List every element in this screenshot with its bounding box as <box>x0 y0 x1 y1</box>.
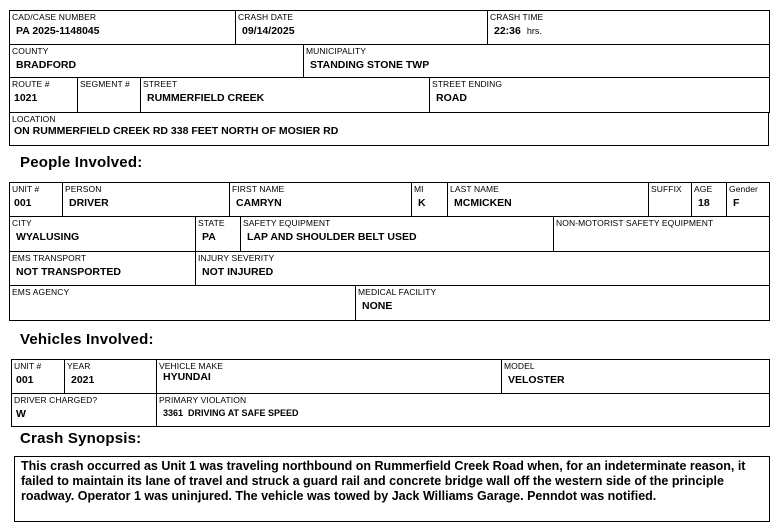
driver-charged-cell <box>12 394 157 427</box>
street-value: RUMMERFIELD CREEK <box>147 92 265 104</box>
street-ending-value: ROAD <box>436 92 467 104</box>
county-value: BRADFORD <box>16 59 77 71</box>
crash-time: 22:36 <box>494 25 521 37</box>
first-name-value: CAMRYN <box>236 197 282 209</box>
municipality-cell <box>304 45 770 78</box>
unit-value: 001 <box>14 197 32 209</box>
mi-label: MI <box>414 184 424 194</box>
violation-text: DRIVING AT SAFE SPEED <box>188 408 299 418</box>
first-name-cell <box>230 183 412 217</box>
ems-agency-cell <box>10 286 356 321</box>
vehicle-year-label: YEAR <box>67 361 91 371</box>
segment-cell <box>78 78 141 113</box>
crash-date-value: 09/14/2025 <box>242 25 295 37</box>
primary-violation-value <box>157 405 769 419</box>
violation-code: 3361 <box>163 408 184 418</box>
suffix-value <box>649 194 691 197</box>
segment-label: SEGMENT # <box>80 79 130 89</box>
non-motorist-safety-cell <box>554 217 770 252</box>
driver-charged-value: W <box>16 408 26 420</box>
street-cell <box>141 78 430 113</box>
vehicle-model-value: VELOSTER <box>508 374 565 386</box>
gender-label: Gender <box>729 184 758 194</box>
person-name-table <box>9 182 770 217</box>
last-name-label: LAST NAME <box>450 184 499 194</box>
injury-severity-label: INJURY SEVERITY <box>198 253 275 263</box>
suffix-label: SUFFIX <box>651 184 682 194</box>
route-cell <box>10 78 78 113</box>
route-value: 1021 <box>14 92 38 104</box>
vehicle-year-cell <box>65 360 157 394</box>
age-cell <box>692 183 727 217</box>
vehicle-unit-cell <box>12 360 65 394</box>
gender-value: F <box>733 197 740 209</box>
primary-violation-cell <box>157 394 770 427</box>
ems-transport-cell <box>10 252 196 286</box>
location-value: ON RUMMERFIELD CREEK RD 338 FEET NORTH OF MOSIER RD <box>14 125 339 137</box>
municipality-value: STANDING STONE TWP <box>310 59 430 71</box>
vehicle-model-label: MODEL <box>504 361 535 371</box>
city-label: CITY <box>12 218 32 228</box>
street-ending-label: STREET ENDING <box>432 79 503 89</box>
first-name-label: FIRST NAME <box>232 184 285 194</box>
people-heading: People Involved: <box>20 154 143 171</box>
last-name-cell <box>448 183 649 217</box>
ems-transport-value: NOT TRANSPORTED <box>16 266 121 278</box>
county-label: COUNTY <box>12 46 49 56</box>
municipality-label: MUNICIPALITY <box>306 46 367 56</box>
cad-case-label: CAD/CASE NUMBER <box>12 12 97 22</box>
county-cell <box>10 45 304 78</box>
age-label: AGE <box>694 184 713 194</box>
crash-time-label: CRASH TIME <box>490 12 544 22</box>
gender-cell <box>727 183 770 217</box>
ems-agency-value <box>10 297 355 300</box>
primary-violation-label: PRIMARY VIOLATION <box>159 395 247 405</box>
synopsis-heading: Crash Synopsis: <box>20 430 142 447</box>
cad-case-value: PA 2025-1148045 <box>16 25 100 37</box>
unit-label: UNIT # <box>12 184 40 194</box>
vehicle-model-cell <box>502 360 770 394</box>
medical-facility-value: NONE <box>362 300 393 312</box>
mi-value: K <box>418 197 426 209</box>
injury-severity-cell <box>196 252 770 286</box>
street-label: STREET <box>143 79 178 89</box>
segment-value <box>78 89 140 92</box>
safety-equipment-value: LAP AND SHOULDER BELT USED <box>247 231 417 243</box>
case-info-table <box>9 10 770 45</box>
vehicle-make-value: HYUNDAI <box>163 371 211 383</box>
vehicle-year-value: 2021 <box>71 374 95 386</box>
person-ems-table <box>9 251 770 286</box>
state-label: STATE <box>198 218 225 228</box>
location-label: LOCATION <box>12 114 56 124</box>
vehicle-make-cell <box>157 360 502 394</box>
state-cell <box>196 217 241 252</box>
synopsis-text: This crash occurred as Unit 1 was traveling northbound on Rummerfield Creek Road when, for an indeterminate reason, it failed to maintain its lane of travel and struck a guard rail and concrete bridge wall off the western side of the principle roadway. Operator 1 was uninjured. The vehicle was towed by Jack Williams Garage. Penndot was notified. <box>14 456 770 522</box>
state-value: PA <box>202 231 216 243</box>
medical-facility-cell <box>356 286 770 321</box>
mi-cell <box>412 183 448 217</box>
non-motorist-safety-label: NON-MOTORIST SAFETY EQUIPMENT <box>556 218 714 228</box>
non-motorist-safety-value <box>554 228 769 231</box>
safety-equipment-cell <box>241 217 554 252</box>
unit-cell <box>10 183 63 217</box>
crash-time-unit: hrs. <box>526 26 542 36</box>
safety-equipment-label: SAFETY EQUIPMENT <box>243 218 331 228</box>
person-label: PERSON <box>65 184 102 194</box>
vehicle-unit-value: 001 <box>16 374 34 386</box>
crash-date-label: CRASH DATE <box>238 12 294 22</box>
vehicle-make-label: VEHICLE MAKE <box>159 361 224 371</box>
injury-severity-value: NOT INJURED <box>202 266 274 278</box>
street-ending-cell <box>430 78 770 113</box>
crash-date-cell <box>236 11 488 45</box>
city-cell <box>10 217 196 252</box>
vehicle-unit-label: UNIT # <box>14 361 42 371</box>
person-cell <box>63 183 230 217</box>
medical-facility-label: MEDICAL FACILITY <box>358 287 437 297</box>
route-label: ROUTE # <box>12 79 50 89</box>
vehicle-table <box>11 359 770 394</box>
suffix-cell <box>649 183 692 217</box>
person-city-table <box>9 216 770 252</box>
age-value: 18 <box>698 197 710 209</box>
crash-time-value <box>488 22 769 37</box>
crash-time-cell <box>488 11 770 45</box>
person-agency-table <box>9 285 770 321</box>
county-table <box>9 44 770 78</box>
ems-agency-label: EMS AGENCY <box>12 287 70 297</box>
location-table <box>9 112 769 146</box>
vehicles-heading: Vehicles Involved: <box>20 331 154 348</box>
vehicle-violation-table <box>11 393 770 427</box>
last-name-value: MCMICKEN <box>454 197 512 209</box>
person-value: DRIVER <box>69 197 109 209</box>
location-cell <box>10 113 769 146</box>
ems-transport-label: EMS TRANSPORT <box>12 253 87 263</box>
cad-case-cell <box>10 11 236 45</box>
city-value: WYALUSING <box>16 231 80 243</box>
route-table <box>9 77 770 113</box>
driver-charged-label: DRIVER CHARGED? <box>14 395 98 405</box>
